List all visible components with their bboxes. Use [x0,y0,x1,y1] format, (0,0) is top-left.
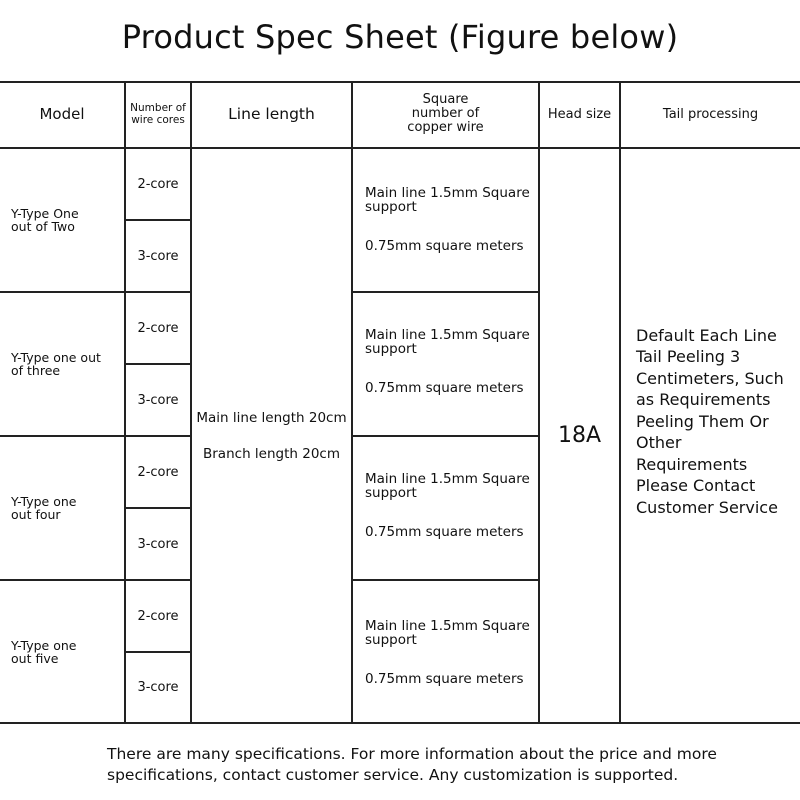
model-cell: Y-Type one out four [11,494,77,522]
main-line-square: Main line 1.5mm Square support [365,327,530,357]
model-cell: Y-Type one out five [11,637,77,666]
table-rule [352,435,540,437]
header-tail-processing: Tail processing [662,106,759,122]
line-length-cell [192,149,351,722]
core-cell: 3-core [137,680,179,695]
branch-line-square: 0.75mm square meters [365,380,524,396]
main-line-length: Main line length 20cm [196,409,347,426]
header-square-number: Square number of copper wire [407,92,484,135]
footer-note: There are many specifications. For more information about the price and more specifications, contact customer service. Any customization is supported. [107,745,717,784]
head-size-cell: 18A [557,423,602,448]
core-cell: 3-core [137,536,179,552]
model-cell: Y-Type one out of three [11,350,101,378]
model-cell: Y-Type One out of Two [11,206,79,234]
page-title: Product Spec Sheet (Figure below) [121,18,679,56]
table-rule [352,291,540,293]
header-head-size: Head size [547,106,612,122]
header-line-length: Line length [228,105,315,123]
main-line-square: Main line 1.5mm Square support [365,618,530,648]
branch-line-square: 0.75mm square meters [365,238,524,254]
spec-table [0,81,800,724]
core-cell: 2-core [137,176,179,192]
tail-processing-cell [621,149,800,694]
table-rule [351,81,353,724]
core-cell: 3-core [137,248,179,264]
core-cell: 2-core [137,608,179,624]
core-cell: 2-core [137,320,179,336]
core-cell: 3-core [137,392,179,408]
tail-processing-text: Default Each Line Tail Peeling 3 Centimeters, Such as Requirements Peeling Them Or Other Requirements Please Contact Customer Service [636,325,784,517]
core-cell: 2-core [137,464,179,480]
branch-length: Branch length 20cm [203,445,340,462]
table-rule [0,722,800,724]
branch-line-square: 0.75mm square meters [365,524,524,540]
main-line-square: Main line 1.5mm Square support [365,471,530,501]
table-rule [352,579,540,581]
main-line-square: Main line 1.5mm Square support [365,185,530,215]
header-model: Model [39,105,85,123]
branch-line-square: 0.75mm square meters [365,671,524,687]
header-cores: Number of wire cores [130,102,186,126]
